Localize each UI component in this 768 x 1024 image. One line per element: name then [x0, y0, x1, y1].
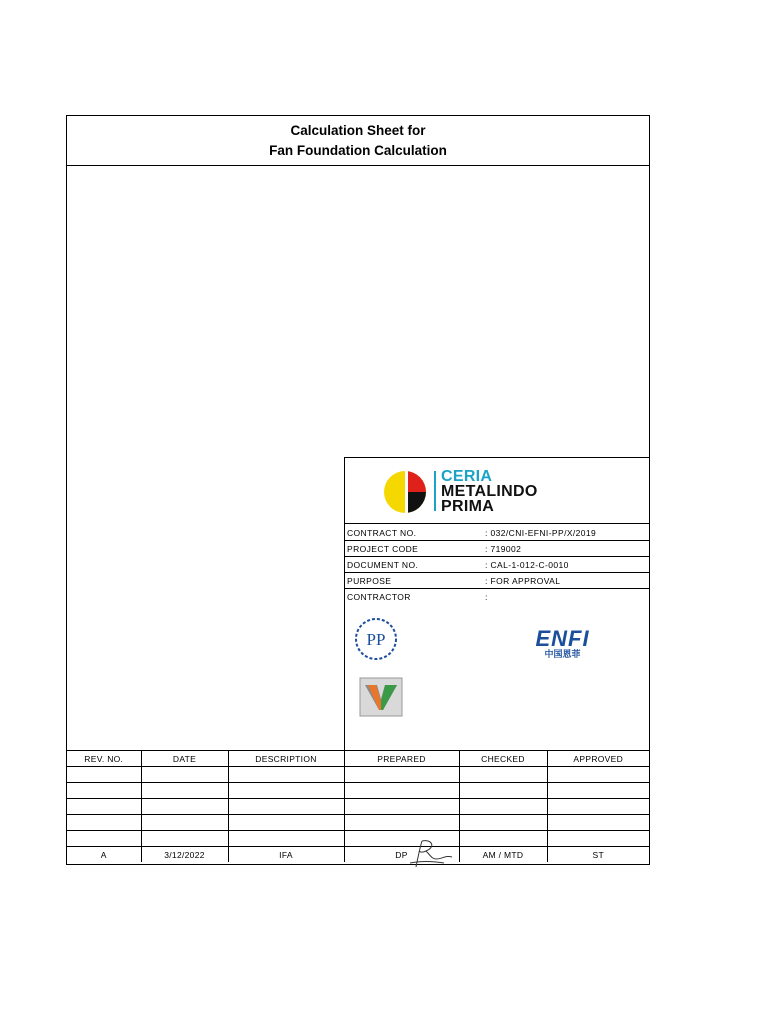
info-value: : CAL-1-012-C-0010 — [485, 560, 569, 570]
pp-logo-icon — [353, 616, 399, 662]
table-cell — [547, 799, 649, 815]
company-name — [441, 469, 538, 514]
revision-table — [67, 750, 649, 862]
table-cell — [141, 799, 228, 815]
header-rev-no: REV. NO. — [67, 751, 141, 767]
table-cell — [141, 831, 228, 847]
v-logo-icon — [359, 677, 403, 717]
header-description: DESCRIPTION — [228, 751, 344, 767]
info-row-project — [345, 540, 650, 557]
table-cell — [459, 783, 547, 799]
table-row — [67, 815, 649, 831]
table-cell — [228, 799, 344, 815]
header-prepared: PREPARED — [344, 751, 459, 767]
table-row — [67, 783, 649, 799]
table-cell — [67, 799, 141, 815]
pp-logo-text: PP — [366, 630, 386, 649]
header-date: DATE — [141, 751, 228, 767]
title-box — [67, 116, 649, 166]
table-cell — [344, 783, 459, 799]
approved-cell: ST — [547, 847, 649, 863]
date-cell: 3/12/2022 — [141, 847, 228, 863]
enfi-logo — [515, 628, 610, 661]
table-cell — [141, 783, 228, 799]
enfi-logo-cn: 中国恩菲 — [544, 650, 581, 660]
table-cell — [344, 767, 459, 783]
title-line-2: Fan Foundation Calculation — [269, 143, 447, 158]
table-cell — [459, 815, 547, 831]
header-checked: CHECKED — [459, 751, 547, 767]
info-panel — [344, 457, 650, 751]
table-cell — [228, 815, 344, 831]
header-approved: APPROVED — [547, 751, 649, 767]
company-name-line-1: CERIA — [441, 468, 493, 485]
description-cell: IFA — [228, 847, 344, 863]
info-row-contract — [345, 524, 650, 541]
signature-icon — [402, 837, 456, 871]
table-header-row — [67, 751, 649, 767]
table-cell — [141, 815, 228, 831]
table-cell — [67, 767, 141, 783]
info-row-contractor — [345, 588, 650, 604]
prepared-cell: DP — [344, 847, 459, 863]
info-label: PROJECT CODE — [347, 544, 419, 554]
info-value: : 032/CNI-EFNI-PP/X/2019 — [485, 528, 597, 538]
info-row-document — [345, 556, 650, 573]
table-cell — [344, 815, 459, 831]
info-label: PURPOSE — [347, 576, 392, 586]
table-cell — [459, 767, 547, 783]
info-label: CONTRACTOR — [347, 592, 411, 602]
table-cell — [67, 831, 141, 847]
info-value: : 719002 — [485, 544, 522, 554]
calculation-sheet — [66, 115, 650, 865]
table-cell — [141, 767, 228, 783]
ceria-logo-icon — [379, 467, 439, 517]
table-cell — [547, 831, 649, 847]
checked-cell: AM / MTD — [459, 847, 547, 863]
enfi-logo-text: ENFI — [535, 626, 590, 651]
table-cell — [67, 815, 141, 831]
company-name-line-2: METALINDO — [441, 483, 538, 500]
table-cell — [459, 799, 547, 815]
table-row — [67, 767, 649, 783]
table-cell — [67, 783, 141, 799]
company-logo-area — [345, 458, 650, 524]
table-row — [67, 831, 649, 847]
table-cell — [344, 799, 459, 815]
title-line-1: Calculation Sheet for — [290, 123, 426, 138]
table-cell — [228, 831, 344, 847]
table-cell — [547, 815, 649, 831]
table-cell — [228, 767, 344, 783]
table-cell — [547, 783, 649, 799]
logo-divider — [434, 471, 436, 511]
table-cell — [459, 831, 547, 847]
info-row-purpose — [345, 572, 650, 589]
info-label: DOCUMENT NO. — [347, 560, 419, 570]
table-row — [67, 799, 649, 815]
info-label: CONTRACT NO. — [347, 528, 417, 538]
table-cell — [547, 767, 649, 783]
company-name-line-3: PRIMA — [441, 498, 495, 515]
info-value: : FOR APPROVAL — [485, 576, 561, 586]
table-cell — [228, 783, 344, 799]
table-row-rev-a — [67, 847, 649, 863]
rev-no-cell: A — [67, 847, 141, 863]
info-value: : — [485, 592, 488, 602]
